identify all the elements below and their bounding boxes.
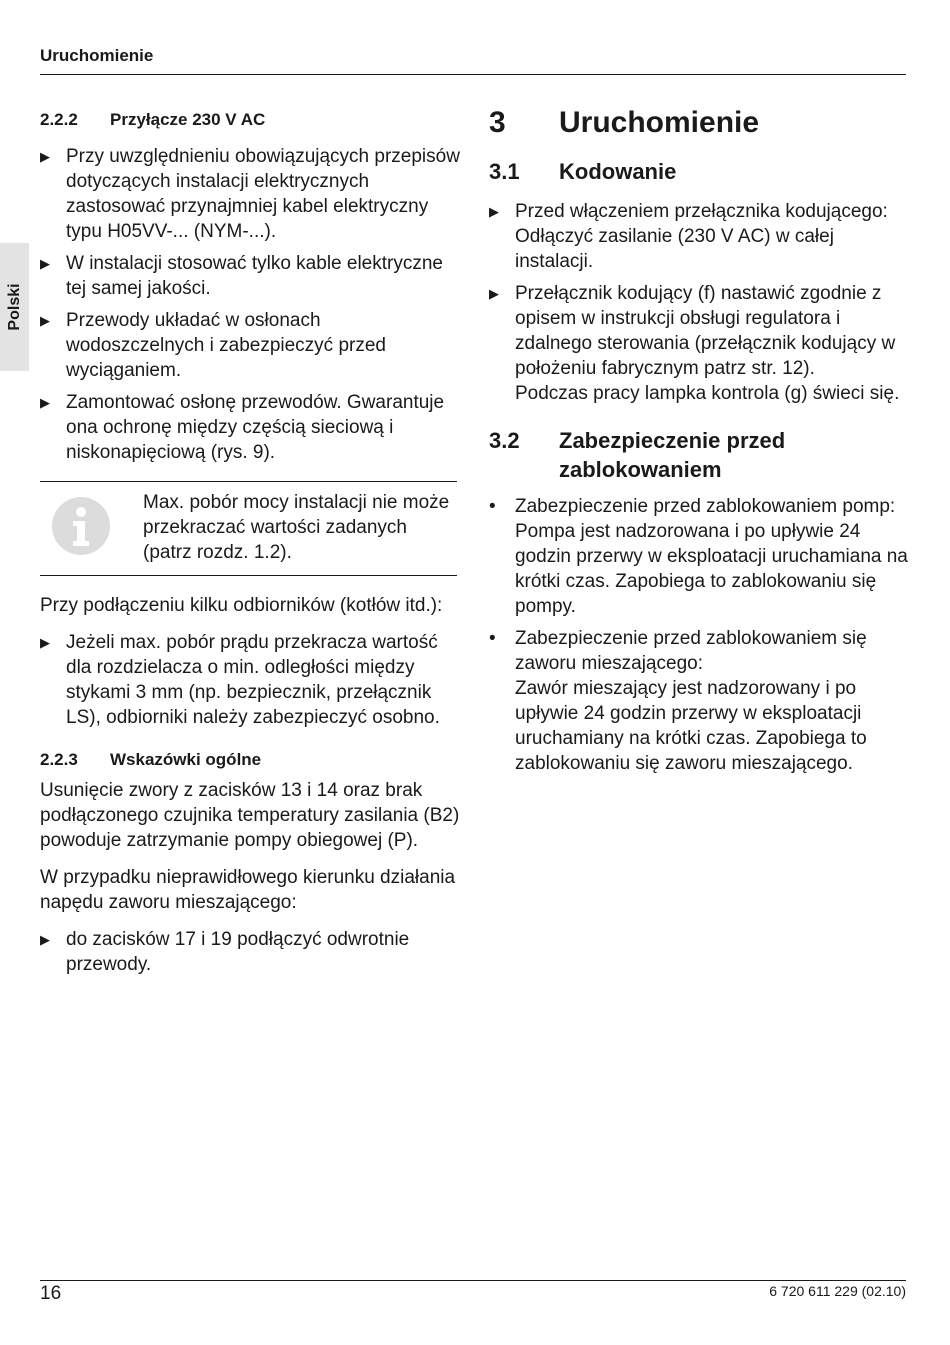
list-item-line: Przed włączeniem przełącznika kodującego: <box>515 201 888 222</box>
page-number: 16 <box>40 1283 62 1304</box>
list-item <box>489 626 909 776</box>
paragraph: Usunięcie zwory z zacisków 13 i 14 oraz brak podłączonego czujnika temperatury zasilania (B2) powoduje zatrzymanie pompy obiegowej (P). <box>40 780 460 851</box>
list-item-line: Podczas pracy lampka kontrola (g) świeci się. <box>515 383 900 404</box>
list-item <box>40 390 460 465</box>
info-icon <box>40 490 143 565</box>
dot-bullet-icon: • <box>489 496 496 517</box>
language-tab-label: Polski <box>5 283 23 331</box>
list-item-line: Zabezpieczenie przed zablokowaniem pomp: <box>515 496 896 517</box>
info-note-text: Max. pobór mocy instalacji nie może przekraczać wartości zadanych (patrz rozdz. 1.2). <box>143 492 450 563</box>
running-header: Uruchomienie <box>40 46 154 65</box>
section-number: 3.2 <box>489 428 520 453</box>
chapter-number: 3 <box>489 106 506 139</box>
left-column <box>40 108 460 984</box>
list-item-text: Przy uwzględnieniu obowiązujących przepisów dotyczących instalacji elektrycznych zastosować przynajmniej kabel elektryczny typu H05VV-... (NYM-...). <box>66 146 460 242</box>
list-item-text <box>515 281 909 406</box>
arrow-bullet-icon: ▶ <box>40 395 50 410</box>
list-item-line: Pompa jest nadzorowana i po upływie 24 godzin przerwy w eksploatacji uruchamiana na krótki czas. Zapobiega to zablokowaniu się pompy. <box>515 521 908 617</box>
arrow-bullet-icon: ▶ <box>40 932 50 947</box>
list-item <box>40 927 460 977</box>
list-item <box>40 630 460 730</box>
list-item-text: W instalacji stosować tylko kable elektryczne tej samej jakości. <box>66 253 443 299</box>
list-item <box>40 251 460 301</box>
list-item-text <box>515 494 909 619</box>
document-number: 6 720 611 229 (02.10) <box>769 1283 906 1299</box>
section-title: Kodowanie <box>559 159 677 184</box>
chapter-heading <box>489 104 909 142</box>
list-item-line: Zabezpieczenie przed zablokowaniem się zaworu mieszającego: <box>515 628 867 674</box>
section-number: 2.2.2 <box>40 110 78 129</box>
list-item-line: Przełącznik kodujący (f) nastawić zgodnie z opisem w instrukcji obsługi regulatora i zdalnego sterowania (przełącznik kodujący w położeniu fabrycznym patrz str. 12). <box>515 283 896 379</box>
list-item <box>40 308 460 383</box>
list-item-line: Odłączyć zasilanie (230 V AC) w całej instalacji. <box>515 226 834 272</box>
section-3-1-heading <box>489 157 909 186</box>
paragraph: Przy podłączeniu kilku odbiorników (kotłów itd.): <box>40 595 443 616</box>
right-column <box>489 104 909 783</box>
section-3-2-heading <box>489 426 909 484</box>
info-note <box>40 481 457 576</box>
footer-divider <box>40 1280 906 1281</box>
list-item-text <box>515 626 909 776</box>
header-divider <box>40 74 906 75</box>
list-item-text: Jeżeli max. pobór prądu przekracza wartość dla rozdzielacza o min. odległości między stykami 3 mm (np. bezpiecznik, przełącznik LS), odbiorniki należy zabezpieczyć osobno. <box>66 632 440 728</box>
paragraph: W przypadku nieprawidłowego kierunku działania napędu zaworu mieszającego: <box>40 867 456 913</box>
list-item <box>489 494 909 619</box>
section-number: 2.2.3 <box>40 750 78 769</box>
arrow-bullet-icon: ▶ <box>40 313 50 328</box>
arrow-bullet-icon: ▶ <box>489 286 499 301</box>
arrow-bullet-icon: ▶ <box>40 635 50 650</box>
section-title: Przyłącze 230 V AC <box>110 110 266 129</box>
chapter-title: Uruchomienie <box>559 106 760 139</box>
list-item-text: do zacisków 17 i 19 podłączyć odwrotnie przewody. <box>66 929 410 975</box>
dot-bullet-icon: • <box>489 628 496 649</box>
section-2-2-2-heading <box>40 108 460 132</box>
section-2-2-3-heading <box>40 748 460 772</box>
arrow-bullet-icon: ▶ <box>40 149 50 164</box>
list-item-text: Zamontować osłonę przewodów. Gwarantuje ona ochronę między częścią sieciową i niskonapięciową (rys. 9). <box>66 392 445 463</box>
list-item-line: Zawór mieszający jest nadzorowany i po upływie 24 godzin przerwy w eksploatacji uruchamiany na krótki czas. Zapobiega to zablokowaniu się zaworu mieszającego. <box>515 678 867 774</box>
arrow-bullet-icon: ▶ <box>489 204 499 219</box>
list-item-text: Przewody układać w osłonach wodoszczelnych i zabezpieczyć przed wyciąganiem. <box>66 310 386 381</box>
section-title: Zabezpieczenie przed zablokowaniem <box>559 428 786 482</box>
list-item-text <box>515 199 909 274</box>
list-item <box>489 281 909 406</box>
list-item <box>40 144 460 244</box>
arrow-bullet-icon: ▶ <box>40 256 50 271</box>
section-number: 3.1 <box>489 159 520 184</box>
section-title: Wskazówki ogólne <box>110 750 262 769</box>
language-tab <box>0 243 29 371</box>
list-item <box>489 199 909 274</box>
